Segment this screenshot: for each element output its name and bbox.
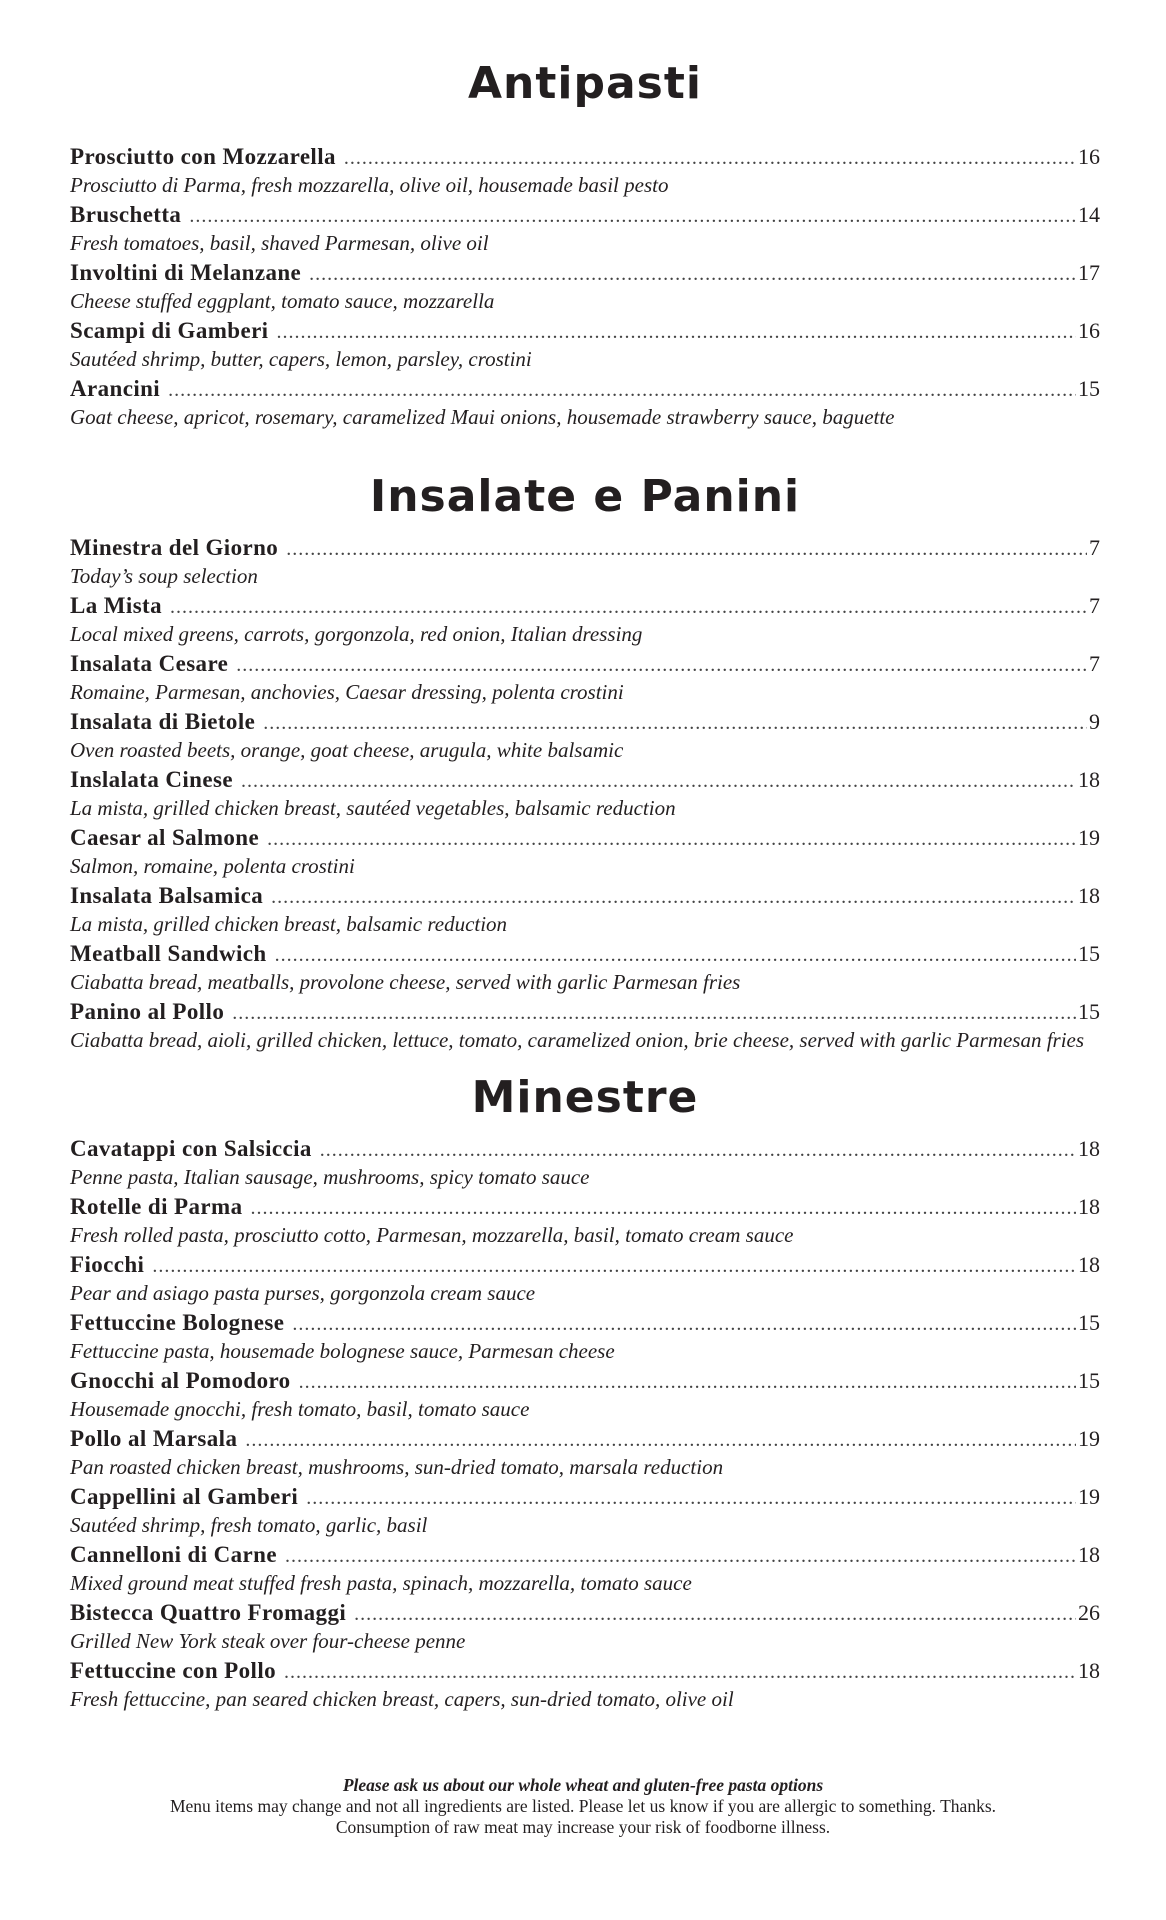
menu-item: [70, 649, 1100, 706]
item-name: Insalata Cesare: [70, 651, 229, 676]
item-price: 26: [1078, 1600, 1100, 1625]
raw-meat-warning: Consumption of raw meat may increase your risk of foodborne illness.: [335, 1817, 831, 1837]
item-price: 15: [1078, 999, 1100, 1024]
item-description: La mista, grilled chicken breast, balsamic reduction: [70, 912, 508, 936]
dot-leader: [168, 376, 1076, 405]
item-description: Fettuccine pasta, housemade bolognese sauce, Parmesan cheese: [70, 1339, 615, 1363]
dot-leader: [292, 1310, 1076, 1339]
item-price: 15: [1078, 941, 1100, 966]
item-name: Panino al Pollo: [70, 999, 225, 1024]
item-price: 18: [1078, 1252, 1100, 1277]
item-name: Gnocchi al Pomodoro: [70, 1368, 291, 1393]
menu-item: [70, 939, 1100, 996]
menu-item: [70, 1540, 1100, 1597]
dot-leader: [271, 883, 1076, 912]
dot-leader: [275, 941, 1076, 970]
menu-item: [70, 533, 1100, 590]
item-description: Goat cheese, apricot, rosemary, caramelized Maui onions, housemade strawberry sauce, baguette: [70, 405, 895, 429]
menu-item: [70, 997, 1100, 1054]
item-name: Scampi di Gamberi: [70, 318, 269, 343]
item-price: 18: [1078, 1658, 1100, 1683]
dot-leader: [267, 825, 1076, 854]
item-description: Romaine, Parmesan, anchovies, Caesar dressing, polenta crostini: [70, 680, 624, 704]
item-price: 15: [1078, 1368, 1100, 1393]
item-name: Meatball Sandwich: [70, 941, 267, 966]
item-price: 15: [1078, 376, 1100, 401]
item-price: 19: [1078, 1426, 1100, 1451]
item-description: Housemade gnocchi, fresh tomato, basil, tomato sauce: [70, 1397, 530, 1421]
section-title: Antipasti: [468, 58, 702, 109]
dot-leader: [189, 202, 1076, 231]
item-description: La mista, grilled chicken breast, sautéed vegetables, balsamic reduction: [70, 796, 676, 820]
item-description: Local mixed greens, carrots, gorgonzola, red onion, Italian dressing: [70, 622, 643, 646]
item-name: Arancini: [70, 376, 161, 401]
item-name: La Mista: [70, 593, 162, 618]
item-description: Ciabatta bread, meatballs, provolone cheese, served with garlic Parmesan fries: [70, 970, 741, 994]
item-name: Insalata di Bietole: [70, 709, 256, 734]
dot-leader: [309, 260, 1076, 289]
menu-item: [70, 374, 1100, 431]
item-price: 19: [1078, 825, 1100, 850]
item-description: Sautéed shrimp, fresh tomato, garlic, basil: [70, 1513, 428, 1537]
item-description: Salmon, romaine, polenta crostini: [70, 854, 355, 878]
item-description: Sautéed shrimp, butter, capers, lemon, parsley, crostini: [70, 347, 532, 371]
dot-leader: [236, 651, 1087, 680]
item-price: 18: [1078, 767, 1100, 792]
dot-leader: [152, 1252, 1076, 1281]
menu-item: [70, 1250, 1100, 1307]
item-price: 19: [1078, 1484, 1100, 1509]
section-title: Insalate e Panini: [369, 471, 801, 522]
item-name: Bistecca Quattro Fromaggi: [70, 1600, 347, 1625]
dot-leader: [285, 1542, 1076, 1571]
menu-item: [70, 707, 1100, 764]
menu-item: [70, 1308, 1100, 1365]
item-name: Caesar al Salmone: [70, 825, 260, 850]
item-name: Minestra del Giorno: [70, 535, 279, 560]
dot-leader: [170, 593, 1087, 622]
item-description: Ciabatta bread, aioli, grilled chicken, lettuce, tomato, caramelized onion, brie cheese, served with garlic Parmesan fries: [70, 1028, 1085, 1052]
item-price: 7: [1089, 535, 1100, 560]
menu-footer: [0, 1775, 1166, 1838]
menu-item: [70, 316, 1100, 373]
menu-item: [70, 258, 1100, 315]
dot-leader: [306, 1484, 1076, 1513]
item-description: Pan roasted chicken breast, mushrooms, sun-dried tomato, marsala reduction: [70, 1455, 724, 1479]
dot-leader: [263, 709, 1087, 738]
dot-leader: [284, 1658, 1076, 1687]
item-price: 7: [1089, 593, 1100, 618]
menu-item: [70, 765, 1100, 822]
menu-item: [70, 200, 1100, 257]
item-price: 7: [1089, 651, 1100, 676]
dot-leader: [354, 1600, 1076, 1629]
menu-item: [70, 1424, 1100, 1481]
item-name: Cappellini al Gamberi: [70, 1484, 299, 1509]
menu-item: [70, 823, 1100, 880]
item-description: Today’s soup selection: [70, 564, 258, 588]
item-name: Rotelle di Parma: [70, 1194, 243, 1219]
item-description: Fresh fettuccine, pan seared chicken breast, capers, sun-dried tomato, olive oil: [70, 1687, 734, 1711]
item-price: 16: [1078, 144, 1100, 169]
item-name: Fiocchi: [70, 1252, 145, 1277]
item-name: Prosciutto con Mozzarella: [70, 144, 336, 169]
dot-leader: [286, 535, 1087, 564]
item-name: Bruschetta: [70, 202, 182, 227]
section-insalate-e-panini: [70, 471, 1100, 1054]
item-name: Insalata Balsamica: [70, 883, 264, 908]
menu-item: [70, 1192, 1100, 1249]
item-price: 14: [1078, 202, 1100, 227]
item-description: Oven roasted beets, orange, goat cheese, arugula, white balsamic: [70, 738, 624, 762]
item-price: 18: [1078, 1136, 1100, 1161]
menu-item: [70, 591, 1100, 648]
dot-leader: [250, 1194, 1076, 1223]
menu-item: [70, 1656, 1100, 1713]
dot-leader: [241, 767, 1076, 796]
dot-leader: [276, 318, 1076, 347]
menu-item: [70, 142, 1100, 199]
section-title: Minestre: [471, 1072, 699, 1123]
item-description: Fresh tomatoes, basil, shaved Parmesan, olive oil: [70, 231, 489, 255]
dot-leader: [344, 144, 1076, 173]
pasta-options-note: Please ask us about our whole wheat and gluten-free pasta options: [342, 1775, 824, 1795]
menu: [70, 58, 1100, 1714]
section-minestre: [70, 1072, 1100, 1713]
item-name: Fettuccine con Pollo: [70, 1658, 277, 1683]
dot-leader: [299, 1368, 1076, 1397]
item-price: 17: [1078, 260, 1100, 285]
item-name: Involtini di Melanzane: [70, 260, 302, 285]
disclaimer-line: Menu items may change and not all ingredients are listed. Please let us know if you are allergic to something. Thanks.: [169, 1796, 997, 1816]
item-description: Prosciutto di Parma, fresh mozzarella, olive oil, housemade basil pesto: [70, 173, 669, 197]
item-name: Fettuccine Bolognese: [70, 1310, 285, 1335]
menu-item: [70, 1482, 1100, 1539]
item-description: Pear and asiago pasta purses, gorgonzola cream sauce: [70, 1281, 536, 1305]
item-description: Grilled New York steak over four-cheese penne: [70, 1629, 466, 1653]
section-antipasti: [70, 58, 1100, 431]
dot-leader: [232, 999, 1076, 1028]
dot-leader: [320, 1136, 1076, 1165]
item-name: Pollo al Marsala: [70, 1426, 238, 1451]
item-description: Penne pasta, Italian sausage, mushrooms, spicy tomato sauce: [70, 1165, 590, 1189]
item-description: Mixed ground meat stuffed fresh pasta, spinach, mozzarella, tomato sauce: [70, 1571, 692, 1595]
item-price: 18: [1078, 883, 1100, 908]
item-name: Cavatappi con Salsiccia: [70, 1136, 312, 1161]
menu-item: [70, 881, 1100, 938]
menu-item: [70, 1366, 1100, 1423]
item-description: Cheese stuffed eggplant, tomato sauce, mozzarella: [70, 289, 495, 313]
item-price: 18: [1078, 1542, 1100, 1567]
item-name: Cannelloni di Carne: [70, 1542, 277, 1567]
item-price: 15: [1078, 1310, 1100, 1335]
item-price: 16: [1078, 318, 1100, 343]
menu-item: [70, 1134, 1100, 1191]
dot-leader: [245, 1426, 1076, 1455]
menu-item: [70, 1598, 1100, 1655]
item-name: Inslalata Cinese: [70, 767, 233, 792]
item-price: 9: [1089, 709, 1100, 734]
item-description: Fresh rolled pasta, prosciutto cotto, Parmesan, mozzarella, basil, tomato cream sauce: [70, 1223, 794, 1247]
item-price: 18: [1078, 1194, 1100, 1219]
